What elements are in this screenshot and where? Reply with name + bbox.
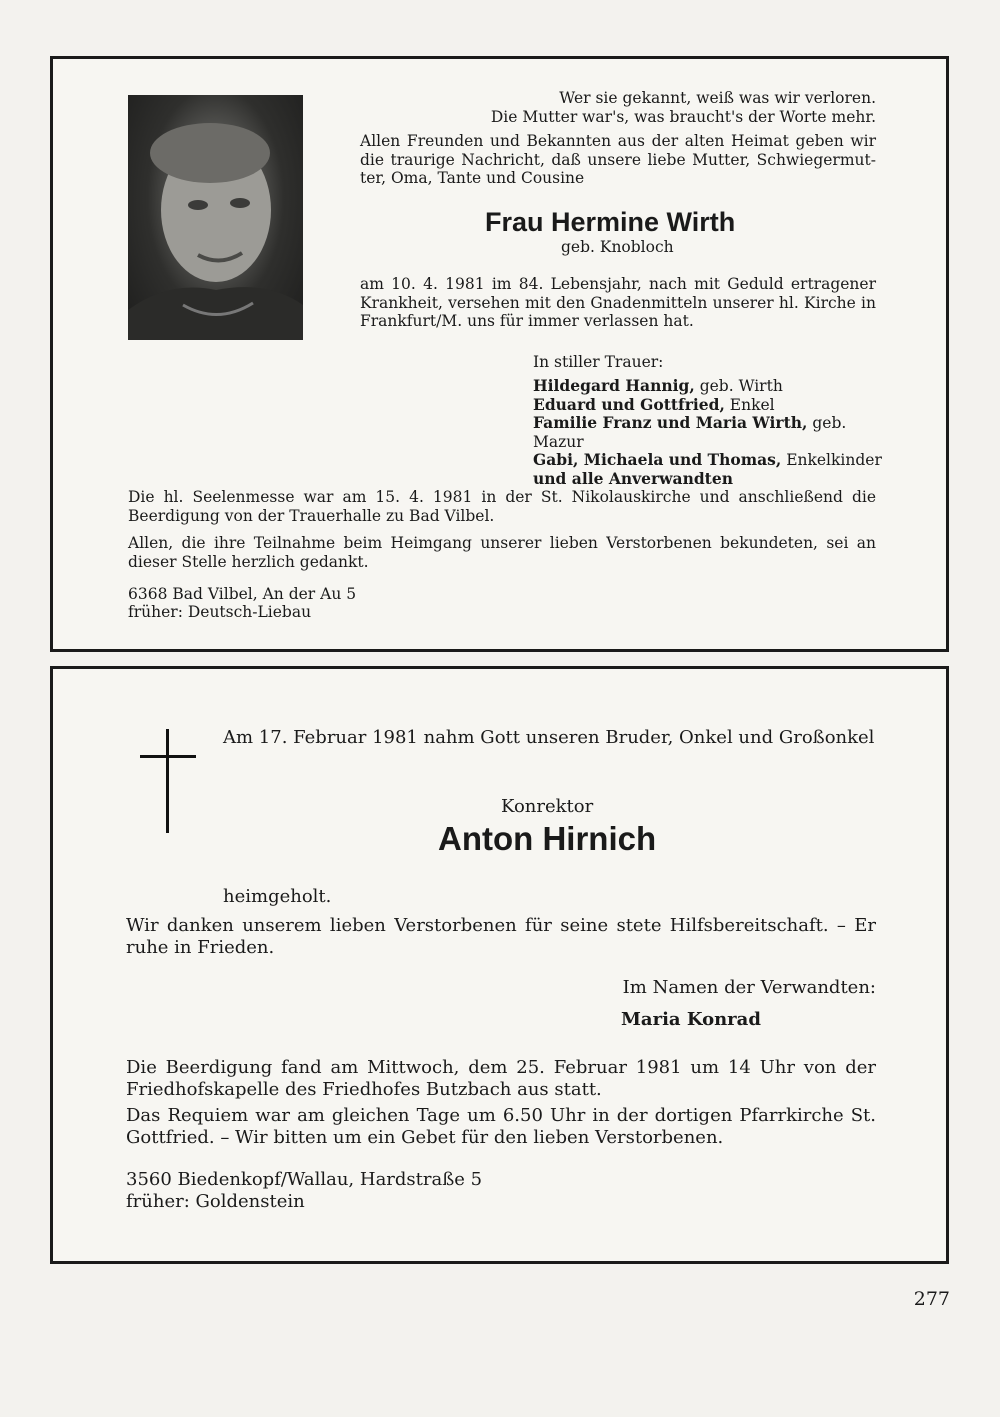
on-behalf-label: Im Namen der Verwandten:	[622, 977, 876, 998]
verse-line-1: Wer sie gekannt, weiß was wir verloren.	[559, 89, 876, 107]
obituary-hermine-wirth	[50, 56, 949, 652]
taken-home-text: heimgeholt.	[223, 886, 332, 907]
deceased-name: Frau Hermine Wirth	[485, 207, 736, 237]
verse-line-2: Die Mutter war's, was braucht's der Worte mehr.	[490, 108, 876, 126]
signatory: Maria Konrad	[621, 1009, 761, 1030]
death-text: am 10. 4. 1981 im 84. Lebensjahr, nach mit Geduld ertragener Krankheit, versehen mit den Gnadenmitteln unserer hl. Kirche in Frankfurt/M. uns für immer verlassen hat.	[360, 275, 876, 330]
mourner-entry: Gabi, Michaela und Thomas, Enkelkinder	[533, 450, 882, 469]
mass-text: Die hl. Seelenmesse war am 15. 4. 1981 in der St. Nikolauskirche und anschließend die Beerdigung von der Trauerhalle zu Bad Vilbel.	[128, 488, 876, 525]
thanks-text: Wir danken unserem lieben Verstorbenen für seine stete Hilfsbereitschaft. – Er ruhe in Frieden.	[126, 915, 876, 958]
opening-text: Am 17. Februar 1981 nahm Gott unseren Bruder, Onkel und Großonkel	[223, 727, 875, 748]
former-home: früher: Goldenstein	[126, 1191, 305, 1212]
obituary-anton-hirnich	[50, 666, 949, 1264]
portrait-photo	[128, 95, 303, 340]
mourner-entry: Familie Franz und Maria Wirth, geb. Mazur	[533, 413, 847, 451]
page-number: 277	[913, 1288, 950, 1310]
intro-text: Allen Freunden und Bekannten aus der alten Heimat geben wir die traurige Nachricht, daß unsere liebe Mutter, Schwiegermutter, Oma, Tante und Cousine	[360, 132, 876, 187]
mourner-entry: Eduard und Gottfried, Enkel	[533, 394, 775, 414]
mourner-entry: Hildegard Hannig, geb. Wirth	[533, 376, 783, 395]
mourning-label: In stiller Trauer:	[533, 353, 664, 371]
former-home: früher: Deutsch-Liebau	[128, 603, 312, 621]
birth-name: geb. Knobloch	[561, 238, 674, 256]
deceased-name: Anton Hirnich	[438, 820, 657, 857]
mourner-entry: und alle Anverwandten	[533, 468, 733, 488]
thanks-text: Allen, die ihre Teilnahme beim Heimgang unserer lieben Verstorbenen bekundeten, sei an dieser Stelle herzlich gedankt.	[128, 534, 876, 571]
funeral-text: Die Beerdigung fand am Mittwoch, dem 25. Februar 1981 um 14 Uhr von der Friedhofskapelle des Friedhofes Butzbach aus statt.	[126, 1057, 876, 1100]
address: 6368 Bad Vilbel, An der Au 5	[128, 585, 357, 603]
deceased-title: Konrektor	[501, 796, 594, 817]
mourners-list	[533, 377, 893, 488]
requiem-text: Das Requiem war am gleichen Tage um 6.50 Uhr in der dortigen Pfarrkirche St. Gottfried. – Wir bitten um ein Gebet für den lieben Verstorbenen.	[126, 1105, 876, 1148]
address: 3560 Biedenkopf/Wallau, Hardstraße 5	[126, 1169, 483, 1190]
